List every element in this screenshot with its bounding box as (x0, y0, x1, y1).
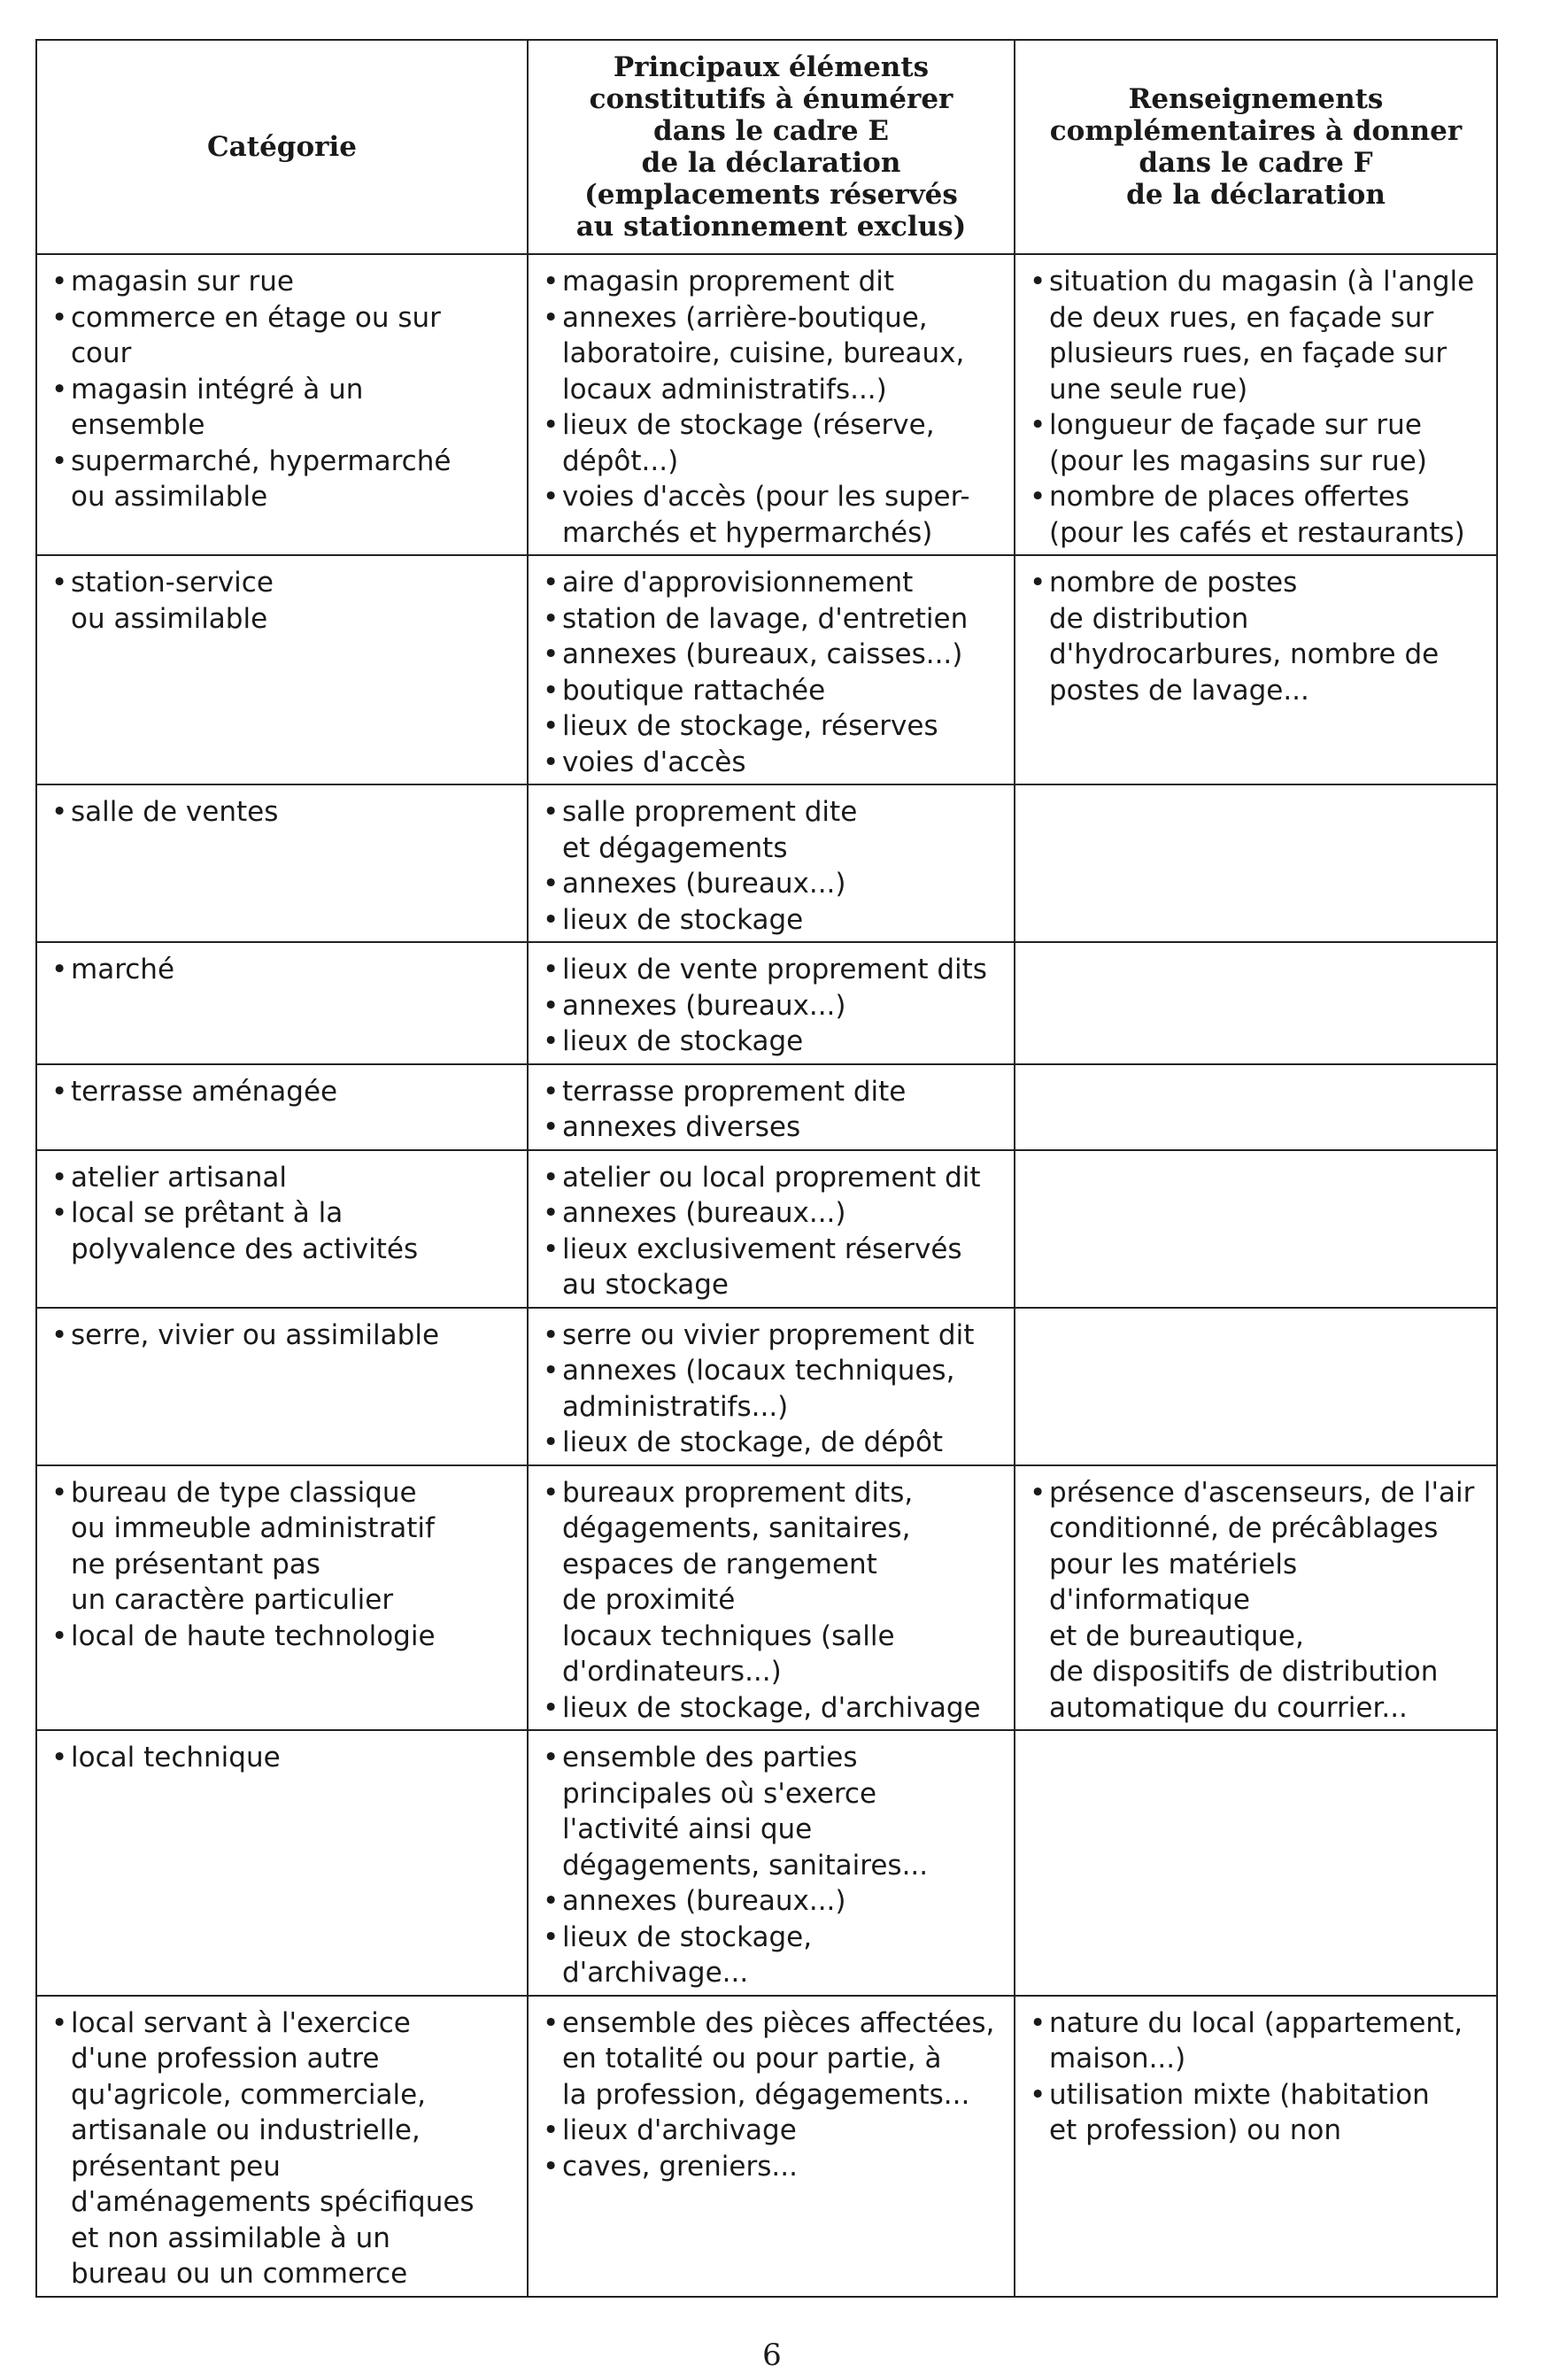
category-table (35, 39, 1498, 2298)
elements-cell (528, 254, 1015, 555)
bullet-list (46, 952, 518, 988)
bullet-item (46, 1195, 518, 1267)
bullet-text: lieux d'archivage (562, 2114, 797, 2146)
bullet-icon: • (51, 796, 68, 828)
bullet-icon: • (543, 638, 560, 670)
bullet-icon: • (543, 1426, 560, 1458)
categorie-cell (36, 254, 528, 555)
table-row (36, 784, 1497, 942)
bullet-text: atelier ou local proprement dit (562, 1161, 981, 1194)
elements-cell (528, 784, 1015, 942)
bullet-item (46, 264, 518, 300)
categorie-cell (36, 555, 528, 784)
bullet-item (537, 1740, 1005, 1883)
bullet-item (46, 1475, 518, 1619)
bullet-text: station-service ou assimilable (71, 567, 274, 635)
bullet-text: boutique rattachée (562, 674, 826, 707)
bullet-item (46, 372, 518, 444)
bullet-icon: • (543, 266, 560, 298)
bullet-text: situation du magasin (à l'angle de deux rues, en façade sur plusieurs rues, en façade sur une seule rue) (1049, 266, 1475, 406)
bullet-item (46, 952, 518, 988)
bullet-text: magasin proprement dit (562, 266, 895, 298)
bullet-text: aire d'approvisionnement (562, 567, 914, 599)
header-elements-text: Principaux éléments constitutifs à énumérer dans le cadre E de la déclaration (emplacements réservés au stationnement exclus) (575, 51, 967, 243)
table-row (36, 1996, 1497, 2297)
bullet-list (537, 1318, 1005, 1461)
bullet-list (46, 1318, 518, 1354)
bullet-item (537, 745, 1005, 781)
bullet-list (1024, 264, 1487, 551)
elements-cell (528, 1150, 1015, 1308)
renseignements-cell (1015, 254, 1497, 555)
bullet-text: nombre de postes de distribution d'hydrocarbures, nombre de postes de lavage... (1049, 567, 1440, 707)
table-row (36, 1064, 1497, 1150)
categorie-cell (36, 784, 528, 942)
bullet-icon: • (1030, 266, 1046, 298)
bullet-text: lieux de stockage, d'archivage (562, 1691, 981, 1724)
bullet-text: caves, greniers... (562, 2150, 798, 2183)
bullet-list (537, 794, 1005, 938)
bullet-item (46, 1318, 518, 1354)
bullet-icon: • (543, 1025, 560, 1057)
bullet-icon: • (51, 1476, 68, 1509)
bullet-icon: • (51, 1619, 68, 1652)
bullet-list (537, 264, 1005, 551)
bullet-icon: • (543, 1111, 560, 1143)
categorie-cell (36, 1996, 528, 2297)
bullet-text: annexes (bureaux...) (562, 989, 846, 1022)
header-categorie (36, 40, 528, 254)
bullet-item (537, 1425, 1005, 1461)
bullet-text: local se prêtant à la polyvalence des activités (71, 1197, 419, 1265)
bullet-item (537, 1109, 1005, 1146)
bullet-text: lieux de vente proprement dits (562, 954, 987, 985)
categorie-cell (36, 1730, 528, 1996)
bullet-icon: • (1030, 2006, 1046, 2039)
bullet-item (46, 1619, 518, 1655)
bullet-item (537, 1195, 1005, 1232)
bullet-item (537, 988, 1005, 1024)
bullet-list (1024, 2005, 1487, 2149)
elements-cell (528, 1465, 1015, 1731)
bullet-icon: • (543, 409, 560, 441)
bullet-text: serre, vivier ou assimilable (71, 1318, 440, 1351)
bullet-item (537, 637, 1005, 673)
header-categorie-text: Catégorie (207, 131, 357, 163)
bullet-item (537, 1353, 1005, 1425)
bullet-list (46, 2005, 518, 2292)
bullet-icon: • (543, 2150, 560, 2183)
bullet-item (46, 300, 518, 372)
bullet-text: marché (71, 954, 175, 985)
table-row (36, 254, 1497, 555)
bullet-icon: • (543, 1318, 560, 1351)
bullet-icon: • (543, 954, 560, 985)
header-elements (528, 40, 1015, 254)
bullet-item (1024, 565, 1487, 708)
bullet-item (46, 2005, 518, 2292)
bullet-icon: • (51, 373, 68, 406)
bullet-icon: • (1030, 481, 1046, 513)
bullet-icon: • (51, 954, 68, 985)
renseignements-cell (1015, 1465, 1497, 1731)
bullet-text: bureau de type classique ou immeuble administratif ne présentant pas un caractère particulier (71, 1476, 435, 1616)
categorie-cell (36, 1308, 528, 1465)
bullet-item (537, 952, 1005, 988)
table-body (36, 254, 1497, 2297)
bullet-text: nature du local (appartement, maison...) (1049, 2006, 1463, 2075)
bullet-icon: • (543, 796, 560, 828)
bullet-text: annexes (bureaux, caisses...) (562, 638, 963, 670)
bullet-text: salle de ventes (71, 796, 279, 828)
bullet-text: local servant à l'exercice d'une profession autre qu'agricole, commerciale, artisanale ou industrielle, présentant peu d'aménagements spécifiques et non assimilable à un bureau ou un commerce (71, 2006, 475, 2290)
bullet-item (537, 866, 1005, 902)
bullet-text: magasin intégré à un ensemble (71, 373, 364, 441)
bullet-item (537, 1883, 1005, 1920)
bullet-list (537, 952, 1005, 1060)
table-row (36, 1308, 1497, 1465)
bullet-item (537, 708, 1005, 745)
bullet-icon: • (1030, 567, 1046, 599)
bullet-item (537, 1475, 1005, 1690)
header-renseignements-text: Renseignements complémentaires à donner dans le cadre F de la déclaration (1049, 83, 1463, 211)
bullet-text: supermarché, hypermarché ou assimilable (71, 444, 452, 513)
bullet-text: lieux de stockage, réserves (562, 710, 938, 742)
bullet-icon: • (543, 602, 560, 635)
bullet-icon: • (1030, 409, 1046, 441)
bullet-icon: • (51, 444, 68, 477)
table-row (36, 1465, 1497, 1731)
bullet-list (537, 1160, 1005, 1303)
bullet-text: longueur de façade sur rue (pour les magasins sur rue) (1049, 409, 1427, 477)
bullet-text: annexes (bureaux...) (562, 1197, 846, 1229)
bullet-text: station de lavage, d'entretien (562, 602, 969, 635)
bullet-item (537, 1920, 1005, 1991)
elements-cell (528, 1064, 1015, 1150)
bullet-icon: • (543, 1161, 560, 1194)
bullet-icon: • (51, 567, 68, 599)
bullet-text: lieux exclusivement réservés au stockage (562, 1232, 962, 1301)
bullet-icon: • (543, 2114, 560, 2146)
bullet-icon: • (51, 2006, 68, 2039)
bullet-icon: • (543, 868, 560, 900)
bullet-item (1024, 2077, 1487, 2149)
elements-cell (528, 1730, 1015, 1996)
categorie-cell (36, 942, 528, 1064)
bullet-icon: • (543, 1075, 560, 1108)
bullet-list (46, 1160, 518, 1268)
bullet-text: ensemble des pièces affectées, en totalité ou pour partie, à la profession, dégagements... (562, 2006, 995, 2111)
bullet-icon: • (1030, 2078, 1046, 2111)
renseignements-cell (1015, 784, 1497, 942)
bullet-item (537, 794, 1005, 866)
bullet-list (46, 1074, 518, 1110)
table-row (36, 942, 1497, 1064)
bullet-item (537, 902, 1005, 939)
bullet-icon: • (543, 1355, 560, 1387)
elements-cell (528, 1308, 1015, 1465)
bullet-item (537, 479, 1005, 551)
bullet-icon: • (543, 1691, 560, 1724)
bullet-text: ensemble des parties principales où s'exerce l'activité ainsi que dégagements, sanitaires... (562, 1742, 929, 1882)
renseignements-cell (1015, 1996, 1497, 2297)
bullet-item (1024, 479, 1487, 551)
bullet-text: annexes (bureaux...) (562, 1885, 846, 1917)
bullet-list (1024, 1475, 1487, 1727)
bullet-list (46, 264, 518, 515)
renseignements-cell (1015, 555, 1497, 784)
table-row (36, 1730, 1497, 1996)
bullet-item (46, 794, 518, 831)
bullet-icon: • (543, 710, 560, 742)
bullet-list (46, 1740, 518, 1776)
bullet-item (1024, 1475, 1487, 1727)
bullet-list (537, 1740, 1005, 1991)
bullet-text: annexes diverses (562, 1111, 801, 1143)
bullet-text: lieux de stockage, d'archivage... (562, 1920, 813, 1989)
bullet-text: lieux de stockage, de dépôt (562, 1426, 944, 1458)
bullet-item (537, 565, 1005, 601)
table-row (36, 555, 1497, 784)
bullet-icon: • (1030, 1476, 1046, 1509)
renseignements-cell (1015, 1064, 1497, 1150)
bullet-icon: • (543, 989, 560, 1022)
bullet-text: lieux de stockage (562, 1025, 804, 1057)
bullet-text: nombre de places offertes (pour les cafés et restaurants) (1049, 481, 1465, 549)
bullet-list (537, 2005, 1005, 2185)
bullet-item (537, 264, 1005, 300)
bullet-text: terrasse proprement dite (562, 1075, 907, 1108)
bullet-item (537, 1074, 1005, 1110)
bullet-item (1024, 2005, 1487, 2077)
bullet-text: présence d'ascenseurs, de l'air conditionné, de précâblages pour les matériels d'informatique et de bureautique, de dispositifs de distribution automatique du courrier... (1049, 1476, 1475, 1724)
bullet-item (46, 1740, 518, 1776)
bullet-text: local technique (71, 1742, 281, 1773)
bullet-item (1024, 407, 1487, 479)
elements-cell (528, 555, 1015, 784)
bullet-item (537, 2005, 1005, 2113)
bullet-item (46, 565, 518, 637)
bullet-item (537, 1232, 1005, 1303)
bullet-text: voies d'accès (562, 746, 746, 778)
bullet-icon: • (543, 1742, 560, 1773)
bullet-icon: • (543, 1197, 560, 1229)
bullet-list (46, 794, 518, 831)
categorie-cell (36, 1150, 528, 1308)
bullet-icon: • (543, 1232, 560, 1265)
elements-cell (528, 942, 1015, 1064)
bullet-text: lieux de stockage (réserve, dépôt...) (562, 409, 935, 477)
bullet-list (537, 1475, 1005, 1727)
bullet-icon: • (543, 746, 560, 778)
bullet-item (537, 1160, 1005, 1196)
bullet-item (537, 2113, 1005, 2149)
bullet-item (1024, 264, 1487, 407)
bullet-text: annexes (locaux techniques, administratifs...) (562, 1355, 955, 1423)
bullet-item (46, 1160, 518, 1196)
bullet-text: atelier artisanal (71, 1161, 288, 1194)
categorie-cell (36, 1465, 528, 1731)
bullet-item (537, 673, 1005, 709)
bullet-list (537, 565, 1005, 780)
bullet-list (537, 1074, 1005, 1146)
bullet-icon: • (51, 1197, 68, 1229)
bullet-icon: • (543, 567, 560, 599)
renseignements-cell (1015, 1730, 1497, 1996)
elements-cell (528, 1996, 1015, 2297)
bullet-item (537, 2149, 1005, 2185)
bullet-icon: • (543, 481, 560, 513)
bullet-text: bureaux proprement dits, dégagements, sanitaires, espaces de rangement de proximité locaux techniques (salle d'ordinateurs...) (562, 1476, 914, 1688)
renseignements-cell (1015, 1150, 1497, 1308)
bullet-list (46, 1475, 518, 1655)
bullet-text: magasin sur rue (71, 266, 294, 298)
bullet-icon: • (543, 1476, 560, 1509)
bullet-icon: • (543, 1885, 560, 1917)
bullet-item (537, 1024, 1005, 1060)
bullet-text: utilisation mixte (habitation et profession) ou non (1049, 2078, 1430, 2146)
bullet-icon: • (543, 1920, 560, 1953)
bullet-icon: • (51, 1161, 68, 1194)
bullet-icon: • (51, 1075, 68, 1108)
bullet-text: annexes (bureaux...) (562, 868, 846, 900)
table-row (36, 1150, 1497, 1308)
bullet-item (46, 444, 518, 515)
bullet-item (537, 601, 1005, 638)
bullet-icon: • (543, 903, 560, 936)
bullet-item (46, 1074, 518, 1110)
header-renseignements (1015, 40, 1497, 254)
bullet-icon: • (51, 1742, 68, 1773)
bullet-text: salle proprement dite et dégagements (562, 796, 858, 864)
bullet-text: commerce en étage ou sur cour (71, 301, 441, 369)
bullet-text: annexes (arrière-boutique, laboratoire, cuisine, bureaux, locaux administratifs...) (562, 301, 965, 406)
bullet-icon: • (543, 674, 560, 707)
renseignements-cell (1015, 942, 1497, 1064)
bullet-item (537, 1690, 1005, 1727)
bullet-item (537, 300, 1005, 408)
bullet-text: lieux de stockage (562, 903, 804, 936)
bullet-icon: • (51, 1318, 68, 1351)
bullet-list (1024, 565, 1487, 708)
bullet-item (537, 407, 1005, 479)
bullet-text: local de haute technologie (71, 1619, 436, 1652)
bullet-icon: • (51, 266, 68, 298)
bullet-icon: • (51, 301, 68, 334)
page-number: 6 (762, 2338, 782, 2373)
bullet-text: serre ou vivier proprement dit (562, 1318, 975, 1351)
categorie-cell (36, 1064, 528, 1150)
bullet-list (46, 565, 518, 637)
renseignements-cell (1015, 1308, 1497, 1465)
header-row (36, 40, 1497, 254)
bullet-icon: • (543, 2006, 560, 2039)
bullet-text: terrasse aménagée (71, 1075, 338, 1108)
bullet-item (537, 1318, 1005, 1354)
bullet-icon: • (543, 301, 560, 334)
bullet-text: voies d'accès (pour les super- marchés et hypermarchés) (562, 481, 970, 549)
